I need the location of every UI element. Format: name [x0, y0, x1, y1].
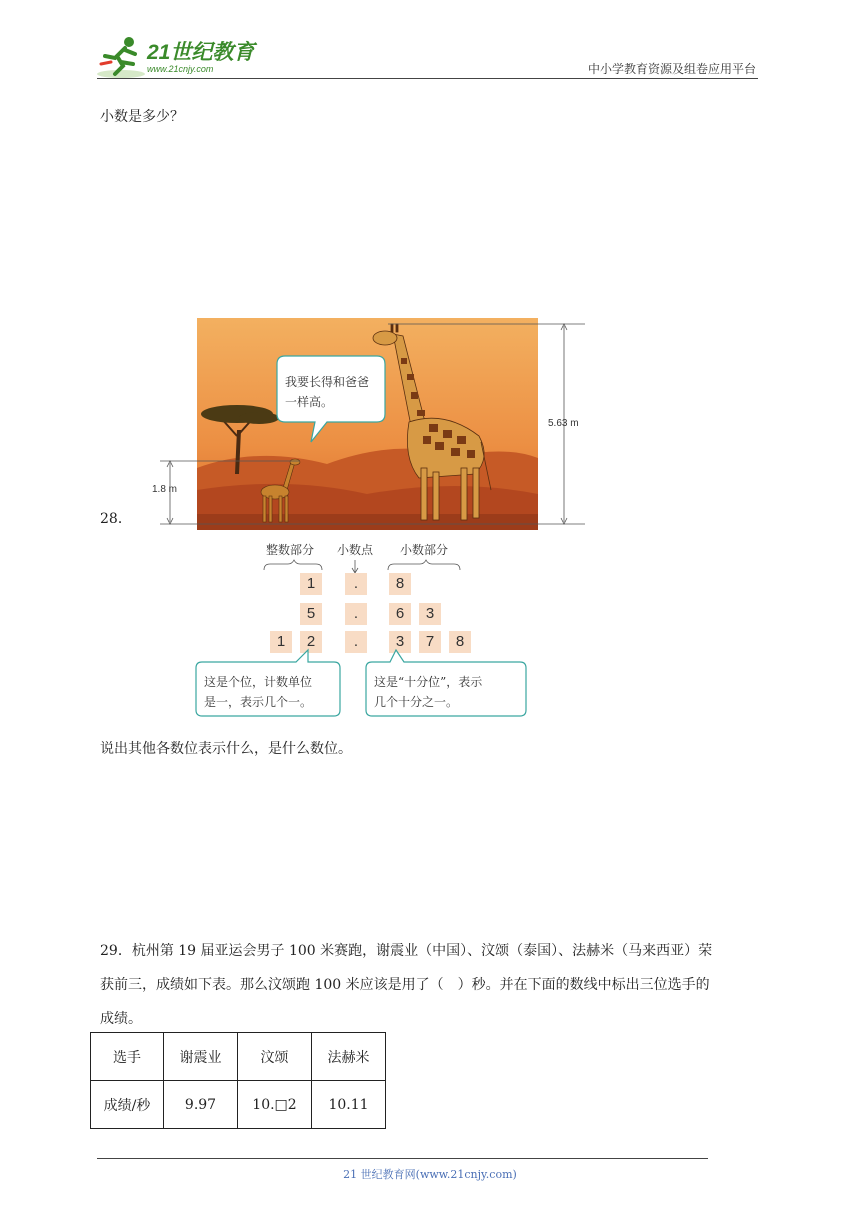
digit-box: 3	[419, 603, 441, 625]
q29-line2: 获前三，成绩如下表。那么汶颂跑 100 米应该是用了（ ）秒。并在下面的数线中标出三位选手的	[100, 977, 710, 993]
digit-box: 6	[389, 603, 411, 625]
small-giraffe-height: 1.8 m	[152, 484, 178, 495]
decimal-point-box: .	[345, 603, 367, 625]
scores-table	[90, 1032, 386, 1129]
digit-box: 3	[389, 631, 411, 653]
footer-divider	[97, 1158, 708, 1159]
label-decimal-point: 小数点	[337, 543, 374, 557]
table-cell: 9.97	[164, 1081, 238, 1129]
table-cell: 10.11	[312, 1081, 386, 1129]
digit-box: 8	[389, 573, 411, 595]
header-divider	[97, 78, 758, 79]
table-cell: 10.□2	[238, 1081, 312, 1129]
logo-url: www.21cnjy.com	[147, 64, 214, 74]
header-platform-text: 中小学教育资源及组卷应用平台	[587, 62, 756, 76]
q28-number: 28．	[100, 511, 132, 527]
digit-box: 2	[300, 631, 322, 653]
speech-bubble-line2: 一样高。	[285, 395, 334, 409]
digit-box: 5	[300, 603, 322, 625]
table-header-row	[91, 1033, 386, 1081]
site-logo	[95, 34, 265, 80]
decimal-point-box: .	[345, 573, 367, 595]
note-tenths-line2: 几个十分之一。	[374, 695, 459, 709]
q28-prompt: 说出其他各数位表示什么，是什么数位。	[100, 741, 352, 757]
runner-logo-icon	[95, 34, 147, 80]
table-cell: 成绩/秒	[91, 1081, 164, 1129]
logo-title: 21世纪教育	[147, 41, 255, 64]
digit-box: 8	[449, 631, 471, 653]
note-ones-line2: 是一，表示几个一。	[204, 695, 313, 709]
digit-box: 7	[419, 631, 441, 653]
q29-line3: 成绩。	[100, 1011, 142, 1027]
q29-line1: 29．杭州第 19 届亚运会男子 100 米赛跑，谢震业（中国）、汶颂（泰国）、法赫米（马来西亚）荣	[100, 943, 713, 959]
table-cell: 选手	[91, 1033, 164, 1081]
big-giraffe-height: 5.63 m	[548, 418, 579, 429]
digit-box: 1	[270, 631, 292, 653]
q27-question-tail: 小数是多少？	[100, 109, 184, 125]
table-cell: 汶颂	[238, 1033, 312, 1081]
note-ones-line1: 这是个位，计数单位	[204, 675, 313, 689]
table-row	[91, 1081, 386, 1129]
speech-bubble-line1: 我要长得和爸爸	[285, 375, 370, 389]
label-integer-part: 整数部分	[266, 543, 315, 557]
label-decimal-part: 小数部分	[400, 543, 449, 557]
decimal-point-box: .	[345, 631, 367, 653]
digit-box: 1	[300, 573, 322, 595]
table-cell: 法赫米	[312, 1033, 386, 1081]
footer-site-text: 21 世纪教育网(www.21cnjy.com)	[343, 1168, 517, 1181]
note-tenths-line1: 这是“十分位”，表示	[374, 675, 483, 689]
table-cell: 谢震业	[164, 1033, 238, 1081]
height-markers	[140, 318, 600, 530]
